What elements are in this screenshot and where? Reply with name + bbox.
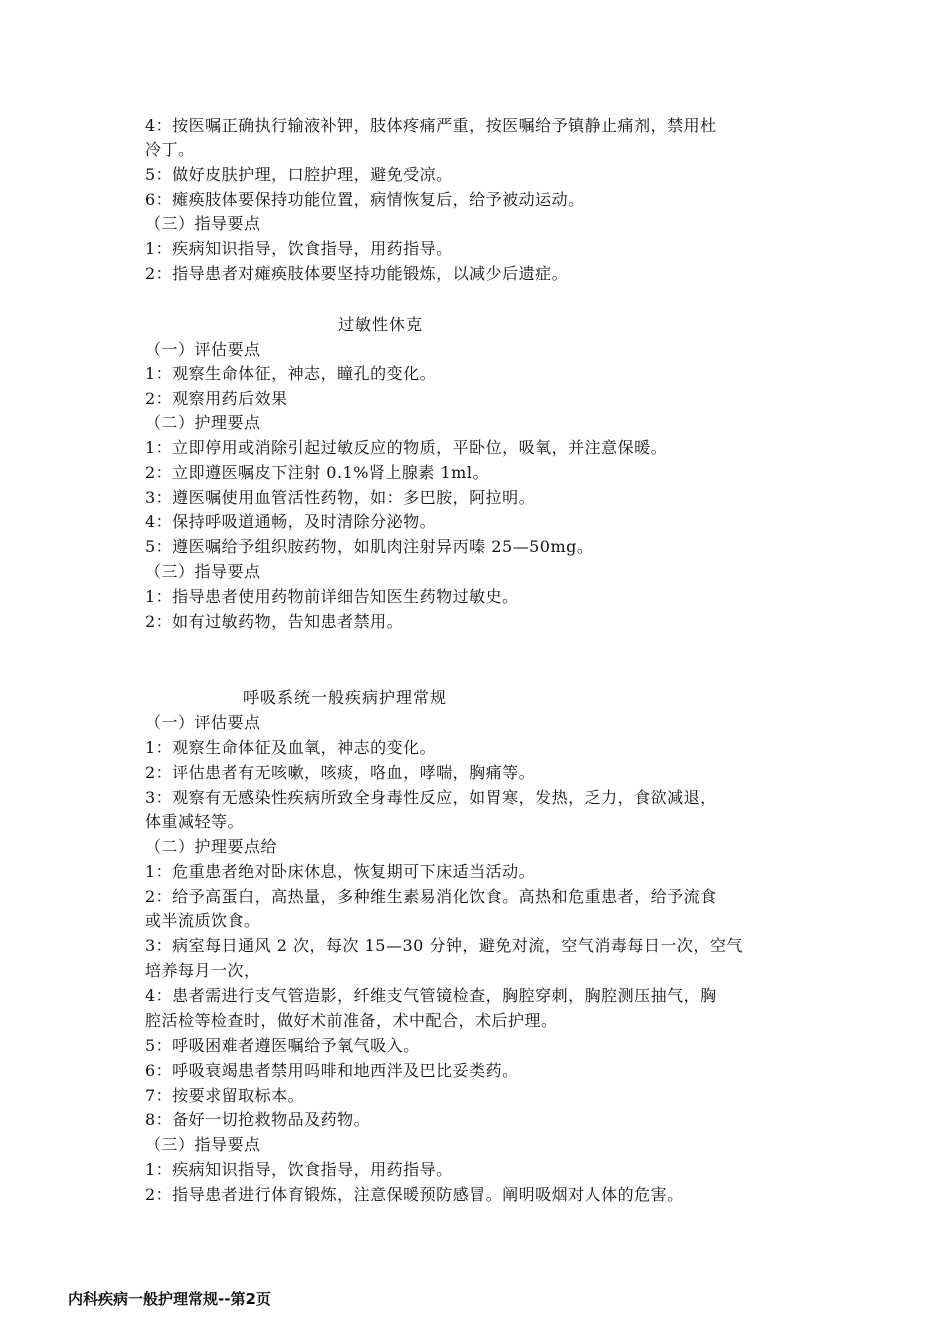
text-line: 6：呼吸衰竭患者禁用吗啡和地西泮及巴比妥类药。 bbox=[145, 1061, 519, 1080]
text-line: 1：立即停用或消除引起过敏反应的物质，平卧位，吸氧，并注意保暖。 bbox=[145, 438, 668, 457]
text-line: 4：患者需进行支气管造影，纤维支气管镜检查，胸腔穿刺，胸腔测压抽气，胸 bbox=[145, 986, 717, 1005]
text-line: 2：指导患者对瘫痪肢体要坚持功能锻炼，以减少后遗症。 bbox=[145, 264, 569, 283]
text-line: 1：观察生命体征及血氧，神志的变化。 bbox=[145, 738, 437, 757]
subheading: （二）护理要点给 bbox=[145, 837, 278, 856]
text-line: 3：观察有无感染性疾病所致全身毒性反应，如胃寒，发热，乏力，食欲减退， bbox=[145, 788, 717, 807]
text-line: 3：遵医嘱使用血管活性药物，如：多巴胺，阿拉明。 bbox=[145, 488, 536, 507]
text-line: 3：病室每日通风 2 次，每次 15—30 分钟，避免对流，空气消毒每日一次，空气 bbox=[145, 936, 743, 955]
text-line: 4：按医嘱正确执行输液补钾，肢体疼痛严重，按医嘱给予镇静止痛剂，禁用杜 bbox=[145, 116, 717, 135]
text-line: 体重减轻等。 bbox=[145, 812, 245, 831]
text-line: 2：指导患者进行体育锻炼，注意保暖预防感冒。阐明吸烟对人体的危害。 bbox=[145, 1185, 684, 1204]
subheading: （二）护理要点 bbox=[145, 413, 261, 432]
section-title: 呼吸系统一般疾病护理常规 bbox=[243, 688, 448, 707]
subheading: （三）指导要点 bbox=[145, 1135, 261, 1154]
text-line: 2：评估患者有无咳嗽，咳痰，咯血，哮喘，胸痛等。 bbox=[145, 763, 536, 782]
text-line: 冷丁。 bbox=[145, 140, 195, 159]
section-title: 过敏性休克 bbox=[338, 315, 424, 334]
text-line: 1：疾病知识指导，饮食指导，用药指导。 bbox=[145, 1160, 453, 1179]
text-line: 2：立即遵医嘱皮下注射 0.1%肾上腺素 1ml。 bbox=[145, 463, 489, 482]
subheading: （三）指导要点 bbox=[145, 562, 261, 581]
text-line: 5：做好皮肤护理，口腔护理，避免受凉。 bbox=[145, 165, 453, 184]
text-line: 1：疾病知识指导，饮食指导，用药指导。 bbox=[145, 239, 453, 258]
subheading: （一）评估要点 bbox=[145, 340, 261, 359]
subheading: （一）评估要点 bbox=[145, 713, 261, 732]
page-footer: 内科疾病一般护理常规--第2页 bbox=[68, 1290, 271, 1308]
text-line: 培养每月一次， bbox=[145, 961, 261, 980]
text-line: 7：按要求留取标本。 bbox=[145, 1086, 305, 1105]
text-line: 或半流质饮食。 bbox=[145, 911, 261, 930]
text-line: 5：遵医嘱给予组织胺药物，如肌肉注射异丙嗪 25—50mg。 bbox=[145, 537, 594, 556]
text-line: 2：观察用药后效果 bbox=[145, 389, 288, 408]
text-line: 2：给予高蛋白，高热量，多种维生素易消化饮食。高热和危重患者，给予流食 bbox=[145, 887, 717, 906]
text-line: 1：观察生命体征，神志，瞳孔的变化。 bbox=[145, 364, 437, 383]
subheading: （三）指导要点 bbox=[145, 214, 261, 233]
text-line: 2：如有过敏药物，告知患者禁用。 bbox=[145, 612, 404, 631]
text-line: 5：呼吸困难者遵医嘱给予氧气吸入。 bbox=[145, 1036, 420, 1055]
text-line: 腔活检等检查时，做好术前准备，术中配合，术后护理。 bbox=[145, 1011, 558, 1030]
text-line: 8：备好一切抢救物品及药物。 bbox=[145, 1110, 371, 1129]
text-line: 4：保持呼吸道通畅，及时清除分泌物。 bbox=[145, 512, 437, 531]
text-line: 1：指导患者使用药物前详细告知医生药物过敏史。 bbox=[145, 587, 519, 606]
text-line: 6：瘫痪肢体要保持功能位置，病情恢复后，给予被动运动。 bbox=[145, 190, 585, 209]
text-line: 1：危重患者绝对卧床休息，恢复期可下床适当活动。 bbox=[145, 862, 536, 881]
